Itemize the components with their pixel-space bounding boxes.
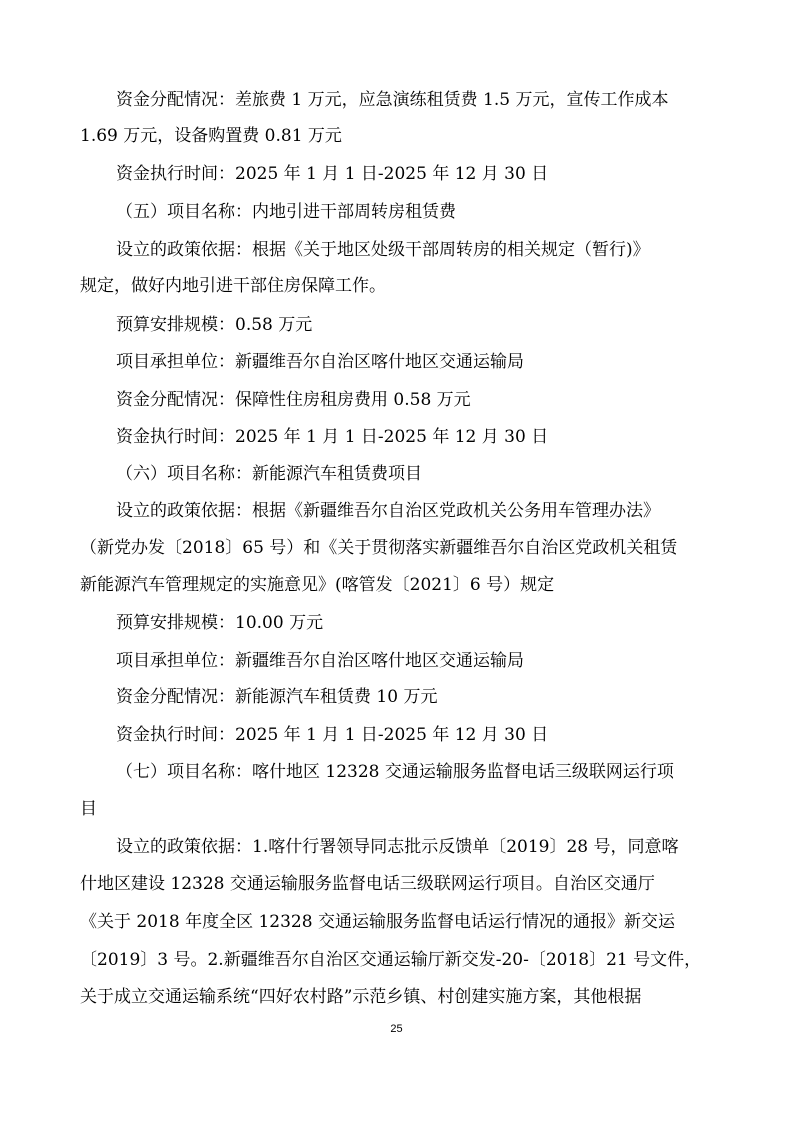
section-heading: （五）项目名称：内地引进干部周转房租赁费 xyxy=(116,202,456,222)
text-line: 项目承担单位：新疆维吾尔自治区喀什地区交通运输局 xyxy=(116,352,524,372)
page-number: 25 xyxy=(390,1023,403,1035)
text-line: 资金执行时间：2025 年 1 月 1 日-2025 年 12 月 30 日 xyxy=(116,164,549,184)
text-line: 什地区建设 12328 交通运输服务监督电话三级联网运行项目。自治区交通厅 xyxy=(80,874,655,894)
text-line: 资金执行时间：2025 年 1 月 1 日-2025 年 12 月 30 日 xyxy=(116,725,549,745)
section-heading: （六）项目名称：新能源汽车租赁费项目 xyxy=(116,464,422,484)
text-line: 设立的政策依据：根据《新疆维吾尔自治区党政机关公务用车管理办法》 xyxy=(116,501,660,521)
text-line: 1.69 万元，设备购置费 0.81 万元 xyxy=(80,126,342,146)
text-line: 项目承担单位：新疆维吾尔自治区喀什地区交通运输局 xyxy=(116,651,524,671)
text-line: 预算安排规模：10.00 万元 xyxy=(116,613,324,633)
text-line: 资金执行时间：2025 年 1 月 1 日-2025 年 12 月 30 日 xyxy=(116,427,549,447)
section-heading: （七）项目名称：喀什地区 12328 交通运输服务监督电话三级联网运行项 xyxy=(116,762,674,782)
text-line: （新党办发〔2018〕65 号）和《关于贯彻落实新疆维吾尔自治区党政机关租赁 xyxy=(80,538,678,558)
text-line: 设立的政策依据：1.喀什行署领导同志批示反馈单〔2019〕28 号，同意喀 xyxy=(116,837,679,857)
text-line: 〔2019〕3 号。2.新疆维吾尔自治区交通运输厅新交发-20-〔2018〕21 号文件， xyxy=(80,950,702,970)
text-line: 《关于 2018 年度全区 12328 交通运输服务监督电话运行情况的通报》新交运 xyxy=(80,912,675,932)
text-line: 资金分配情况：差旅费 1 万元，应急演练租赁费 1.5 万元，宣传工作成本 xyxy=(116,90,669,110)
text-line: 规定，做好内地引进干部住房保障工作。 xyxy=(80,276,386,296)
text-line: 资金分配情况：新能源汽车租赁费 10 万元 xyxy=(116,687,438,707)
text-line: 设立的政策依据：根据《关于地区处级干部周转房的相关规定（暂行)》 xyxy=(116,240,650,260)
text-line: 新能源汽车管理规定的实施意见》(喀管发〔2021〕6 号）规定 xyxy=(80,575,555,595)
text-line: 预算安排规模：0.58 万元 xyxy=(116,315,313,335)
text-line: 目 xyxy=(80,799,97,819)
text-line: 资金分配情况：保障性住房租房费用 0.58 万元 xyxy=(116,390,471,410)
text-line: 关于成立交通运输系统“四好农村路”示范乡镇、村创建实施方案，其他根据 xyxy=(80,987,642,1007)
